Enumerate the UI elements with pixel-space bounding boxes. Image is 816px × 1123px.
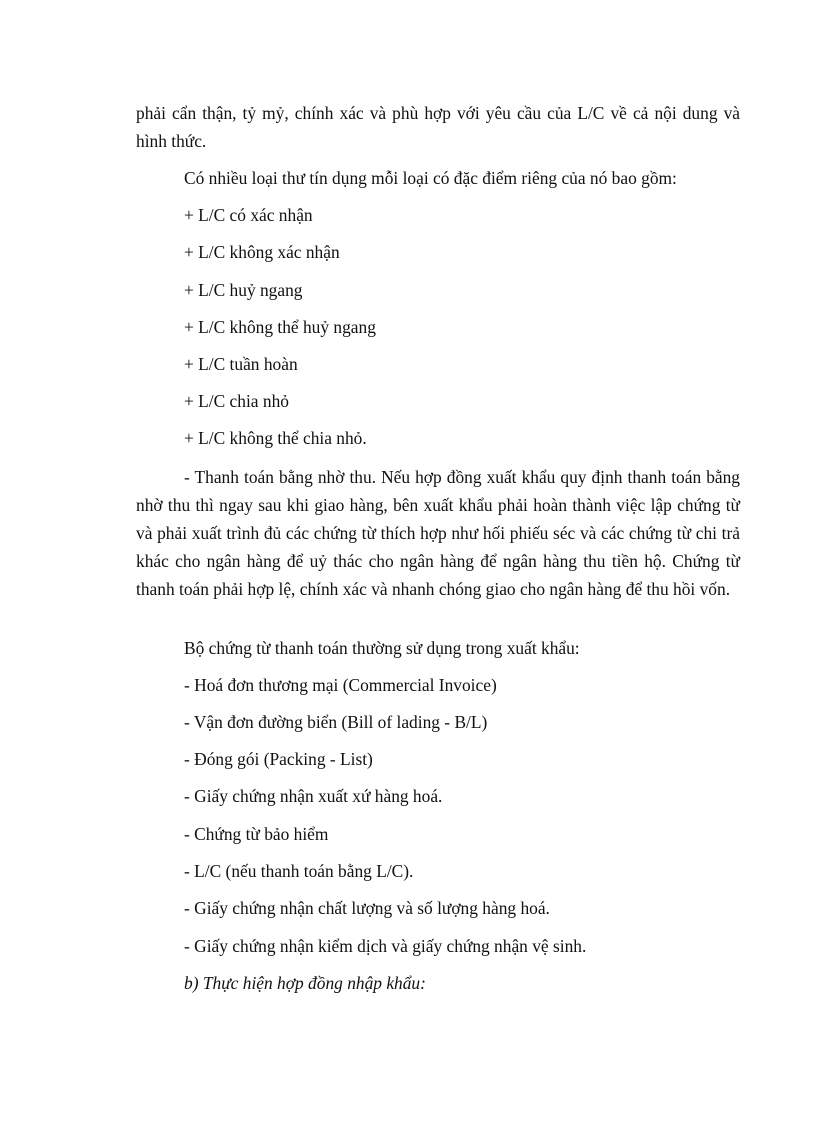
lc-type-item: + L/C có xác nhận [184, 205, 313, 225]
lc-types-heading: Có nhiều loại thư tín dụng mỗi loại có đặc điểm riêng của nó bao gồm: [184, 168, 677, 188]
lc-type-item: + L/C không xác nhận [184, 242, 340, 262]
lc-type-item: + L/C tuần hoàn [184, 354, 298, 374]
lc-type-item: + L/C không thể chia nhỏ. [184, 428, 367, 448]
collection-paragraph [136, 463, 740, 603]
document-item: - Giấy chứng nhận kiểm dịch và giấy chứng nhận vệ sinh. [184, 936, 587, 956]
collection-paragraph-text: - Thanh toán bằng nhờ thu. Nếu hợp đồng xuất khẩu quy định thanh toán bằng nhờ thu thì ngay sau khi giao hàng, bên xuất khẩu phải hoàn thành việc lập chứng từ và phải xuất trình đủ các chứng từ thích hợp như hối phiếu séc và các chứng từ chi trả khác cho ngân hàng để uỷ thác cho ngân hàng để ngân hàng thu tiền hộ. Chứng từ thanh toán phải hợp lệ, chính xác và nhanh chóng giao cho ngân hàng để thu hồi vốn. [136, 467, 740, 599]
document-item: - L/C (nếu thanh toán bằng L/C). [184, 861, 414, 881]
document-item: - Chứng từ bảo hiểm [184, 824, 329, 844]
documents-heading: Bộ chứng từ thanh toán thường sử dụng trong xuất khẩu: [184, 638, 580, 658]
lc-type-item: + L/C không thể huỷ ngang [184, 317, 376, 337]
document-item: - Đóng gói (Packing - List) [184, 749, 373, 769]
document-item: - Giấy chứng nhận chất lượng và số lượng hàng hoá. [184, 898, 550, 918]
document-item: - Giấy chứng nhận xuất xứ hàng hoá. [184, 786, 443, 806]
lc-type-item: + L/C chia nhỏ [184, 391, 289, 411]
document-item: - Hoá đơn thương mại (Commercial Invoice) [184, 675, 497, 695]
intro-paragraph [136, 99, 740, 155]
intro-paragraph-text: phải cẩn thận, tỷ mỷ, chính xác và phù hợp với yêu cầu của L/C về cả nội dung và hình thức. [136, 103, 740, 151]
document-item: - Vận đơn đường biển (Bill of lading - B/L) [184, 712, 488, 732]
section-heading: b) Thực hiện hợp đồng nhập khẩu: [184, 973, 426, 993]
lc-type-item: + L/C huỷ ngang [184, 280, 303, 300]
